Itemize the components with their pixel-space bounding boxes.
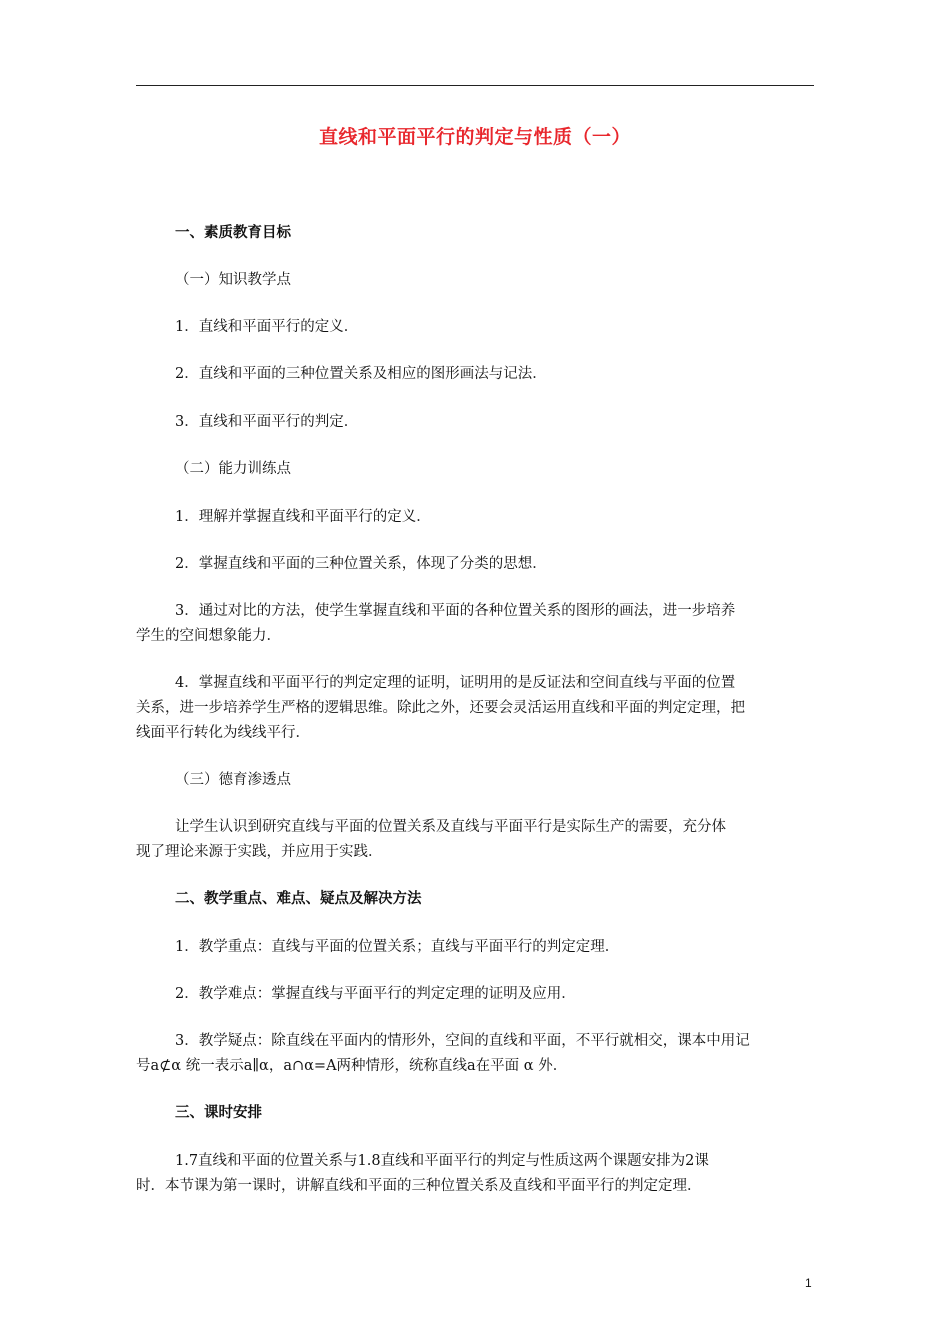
section-heading: 三、课时安排 (175, 1105, 262, 1121)
list-item: 1．教学重点：直线与平面的位置关系；直线与平面平行的判定定理． (175, 939, 620, 955)
paragraph-line: 关系，进一步培养学生严格的逻辑思维。除此之外，还要会灵活运用直线和平面的判定定理，把 (136, 700, 745, 716)
section-heading: 二、教学重点、难点、疑点及解决方法 (175, 891, 422, 907)
list-item: 2．直线和平面的三种位置关系及相应的图形画法与记法． (175, 366, 547, 382)
paragraph-line: 4．掌握直线和平面平行的判定定理的证明，证明用的是反证法和空间直线与平面的位置 (175, 675, 736, 691)
list-item: 2．教学难点：掌握直线与平面平行的判定定理的证明及应用． (175, 986, 576, 1002)
paragraph-line: 让学生认识到研究直线与平面的位置关系及直线与平面平行是实际生产的需要，充分体 (175, 819, 726, 835)
page-number: 1 (805, 1276, 812, 1290)
list-item: 2．掌握直线和平面的三种位置关系，体现了分类的思想． (175, 556, 547, 572)
paragraph-line: 时．本节课为第一课时，讲解直线和平面的三种位置关系及直线和平面平行的判定定理． (136, 1178, 702, 1194)
document-title: 直线和平面平行的判定与性质（一） (318, 126, 631, 148)
subsection-heading: （二）能力训练点 (175, 461, 291, 477)
paragraph-line: 1.7直线和平面的位置关系与1.8直线和平面平行的判定与性质这两个课题安排为2课 (175, 1153, 709, 1169)
paragraph-line: 号a⊄α 统一表示a∥α，a∩α=A两种情形，统称直线a在平面 α 外． (136, 1058, 568, 1074)
list-item: 3．直线和平面平行的判定． (175, 414, 359, 430)
paragraph-line: 3．通过对比的方法，使学生掌握直线和平面的各种位置关系的图形的画法，进一步培养 (175, 603, 736, 619)
paragraph-line: 现了理论来源于实践，并应用于实践． (136, 844, 383, 860)
subsection-heading: （一）知识教学点 (175, 272, 291, 288)
paragraph-line: 线面平行转化为线线平行． (136, 725, 310, 741)
list-item: 1．直线和平面平行的定义． (175, 319, 359, 335)
header-rule (136, 85, 814, 86)
section-heading: 一、素质教育目标 (175, 225, 291, 241)
paragraph-line: 学生的空间想象能力． (136, 628, 281, 644)
paragraph-line: 3．教学疑点：除直线在平面内的情形外，空间的直线和平面，不平行就相交，课本中用记 (175, 1033, 750, 1049)
subsection-heading: （三）德育渗透点 (175, 772, 291, 788)
list-item: 1．理解并掌握直线和平面平行的定义． (175, 509, 431, 525)
